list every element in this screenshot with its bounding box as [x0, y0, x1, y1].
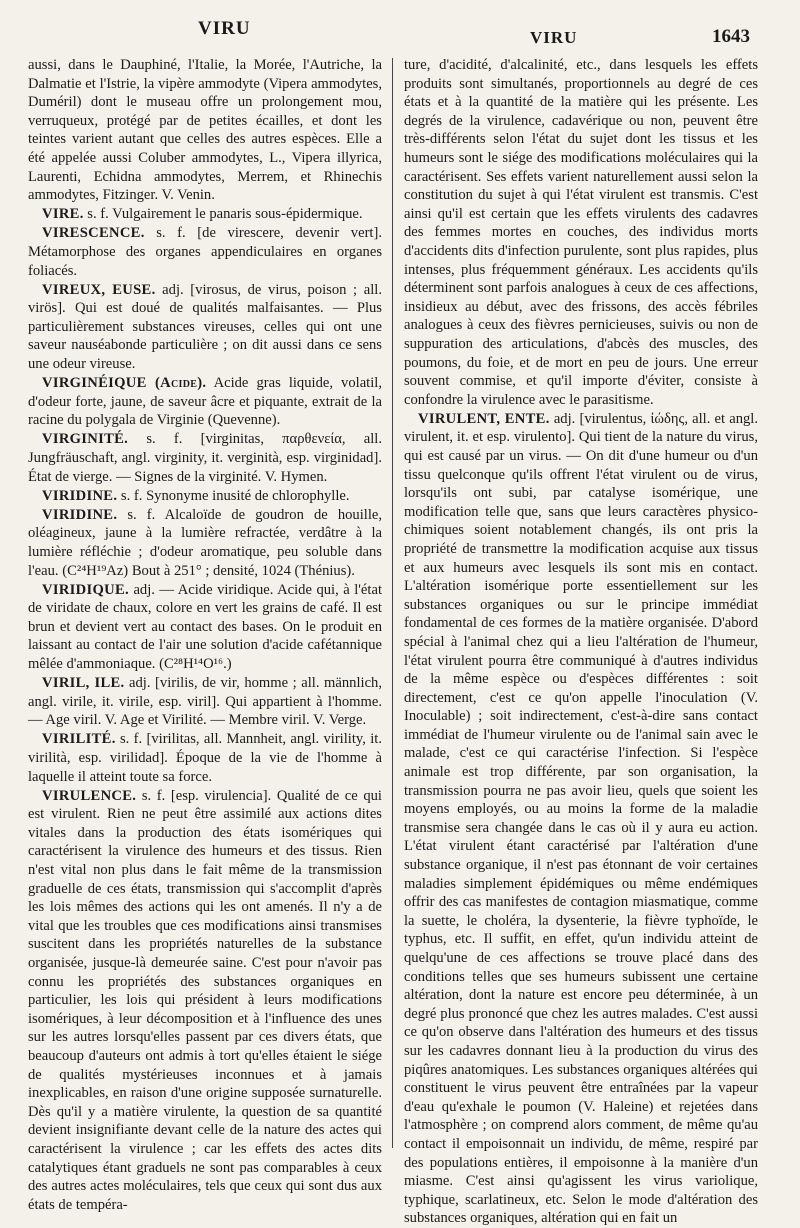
page-number: 1643	[712, 26, 750, 47]
entry-text: s. f. Synonyme inusité de chlorophylle.	[117, 487, 350, 504]
entry-vireux	[28, 281, 382, 374]
headword: VIRILITÉ.	[42, 731, 116, 748]
headword: VIRULENT, ENTE.	[418, 410, 550, 427]
entry-virilite	[28, 730, 382, 786]
entry-text: s. f. [virilitas, all. Mannheit, angl. virility, it. virilità, esp. virilidad]. Époque de la vie de l'homme à laquelle il atteint toute sa force.	[28, 731, 382, 785]
entry-text: s. f. [esp. virulencia]. Qualité de ce qui est virulent. Rien ne peut être assimilé aux actions dites vitales dans la production des états isomériques qui caractérisent la virulence des humeurs et des tissus. Rien n'est vital non plus dans le fait même de la transmission graduelle de ces états, transmission qui s'accomplit d'après les lois mêmes des actions qui les ont amenés. Il n'y a de vital que les troubles que ces modifications ainsi transmises suscitent dans les propriétés naturelles de la substance organisée, jusque-là demeurée saine. C'est pour n'avoir pas connu les propriétés des substances organiques en particulier, les lois qui président à leurs modifications isomériques, à leur décomposition et à l'influence des unes sur les autres lorsqu'elles passent par ces divers états, que beaucoup d'auteurs ont admis à tort qu'elles étaient le siége de qualités mystérieuses inconnues et à jamais inexplicables, en raison d'une origine supposée surnaturelle. Dès qu'il y a matière virulente, la question de sa quantité devient insignifiante devant celle de la nature des actes qui caractérisent la virulence ; car les effets des actes dits catalytiques étant graduels ne sont pas comparables à ceux des autres actes moléculaires, tels que ceux qui sont dus aux états de tempéra-	[28, 787, 382, 1213]
running-header	[0, 14, 800, 46]
entry-cont	[28, 56, 382, 205]
headword: VIREUX, EUSE.	[42, 281, 156, 298]
headword: VIRULENCE.	[42, 787, 137, 804]
entry-viridique	[28, 581, 382, 674]
column-divider	[392, 58, 393, 1148]
entry-text: adj. [virilis, de vir, homme ; all. männlich, angl. virile, it. virile, esp. viril]. Qui appartient à l'homme. — Age viril. V. Age et Virilité. — Membre viril. V. Verge.	[28, 675, 382, 729]
entry-text: s. f. [virginitas, παρθενεία, all. Jungfräuschaft, angl. virginity, it. verginità, esp. virginidad]. État de vierge. — Signes de la virginité. V. Hymen.	[28, 431, 382, 485]
headword: VIRGINÉIQUE (Acide).	[42, 375, 207, 392]
entry-text: adj. [virosus, de virus, poison ; all. virös]. Qui est doué de qualités malfaisantes. — Plus particulièrement substances vireuses, celles qui ont une saveur nauséabonde particulière ; on dit aussi dans ce sens une odeur vireuse.	[28, 281, 382, 372]
headword: VIRESCENCE.	[42, 225, 145, 242]
headword: VIRIDIQUE.	[42, 581, 129, 598]
entry-text: adj. — Acide viridique. Acide qui, à l'état de viridate de chaux, colore en vert les grains de café. Il est brun et devient vert au contact des bases. On le produit en laissant au contact de l'air une solution d'acide cafétannique mêlée d'ammoniaque. (C²⁸H¹⁴O¹⁶.)	[28, 581, 382, 672]
entry-viridine2	[28, 506, 382, 580]
entry-text: s. f. Alcaloïde de goudron de houille, oléagineux, jaune à la lumière refractée, verdâtre à la lumière réfléchie ; d'odeur aromatique, peu soluble dans l'eau. (C²⁴H¹⁹Az) Bout à 251° ; densité, 1024 (Thénius).	[28, 506, 382, 579]
entry-text: ture, d'acidité, d'alcalinité, etc., dans lesquels les effets produits sont simultanés, proportionnels au degré de ces états et à la quantité de la matière qui les présente. Les degrés de la virulence, cadavérique ou non, peuvent être très-différents selon l'état du sujet dont les tissus et les humeurs sont le siége des modifications moléculaires qui la caractérisent. Ses effets varient naturellement aussi selon la constitution du sujet à qui l'état virulent est transmis. C'est ainsi qu'il est certain que les effets virulents des cadavres des femmes mortes en couches, des individus morts d'accidents dits d'infection purulente, sont plus rapides, plus intenses, plus fréquemment généraux. Les accidents qu'ils déterminent sont parfois analogues à ceux de ces affections, insidieux au début, avec des frissons, des accès fébriles analogues à ceux des fièvres pernicieuses, suivis ou non de suppuration des articulations, d'abcès des muscles, des poumons, du foie, et de mort en peu de jours. Une erreur souvent commise, et qu'il importe d'éviter, consiste à confondre la virulence avec le parasitisme.	[404, 57, 758, 408]
entry-viridine1	[28, 487, 382, 506]
entry-rcont	[404, 56, 758, 409]
headword: VIRIDINE.	[42, 487, 118, 504]
entry-virescence	[28, 224, 382, 280]
entry-virginite	[28, 430, 382, 486]
entry-text: Acide gras liquide, volatil, d'odeur forte, jaune, de saveur âcre et piquante, extrait de la racine du polygala de Virginie (Quevenne).	[28, 375, 382, 429]
entry-virulent	[404, 410, 758, 1228]
headword: VIRGINITÉ.	[42, 431, 129, 448]
entry-viril	[28, 674, 382, 730]
entry-text: s. f. Vulgairement le panaris sous-épidermique.	[83, 206, 363, 223]
entry-vire	[28, 205, 382, 224]
headword: VIRIL, ILE.	[42, 675, 125, 692]
left-column	[28, 56, 382, 1215]
entry-text: adj. [virulentus, ἰώδης, all. et angl. virulent, it. et esp. virulento]. Qui tient de la nature du virus, qui est causé par un virus. — On dit d'une humeur ou d'un tissu quelconque qu'ils offrent l'état virulent ou de virus, lorsqu'ils ont subi, par catalyse isomérique, une modification telle que, sans que leurs caractères physico-chimiques soient notablement changés, ils ont pris la propriété de transmettre la modification acquise aux tissus et aux humeurs avec lesquels ils sont mis en contact. L'altération isomérique porte essentiellement sur les substances organiques ou sur le principe immédiat fondamental de ces formes de la matière organisée. D'abord spécial à l'animal chez qui a lieu l'altération de l'humeur, l'état virulent pourra être communiqué à d'autres individus de la même espèce ou d'espèces différentes : soit directement, c'est ce qu'on appelle l'inoculation (V. Inoculable) ; soit indirectement, c'est-à-dire sans contact immédiat de l'humeur virulente ou de l'animal sain avec le malade, c'est ce qui caractérise l'infection. Si l'espèce animale est trop différente, par son organisation, la transmission pourra ne pas avoir lieu, quels que soient les moyens employés, ou au moins la forme de la maladie transmise sera changée dans le cas où il y aura eu action. L'état virulent étant caractérisé par l'altération d'une substance organique, il n'est pas étonnant de voir certaines maladies simplement épidémiques ou même endémiques offrir des cas manifestes de contagion miasmatique, comme la suette, le choléra, la dysenterie, la fièvre typhoïde, le typhus, etc. Il suffit, en effet, qu'un individu atteint de quelqu'une de ces affections se trouve placé dans des conditions telles que ses humeurs subissent une certaine altération, dont la nature est encore peu déterminée, à un degré plus prononcé que chez les autres malades. C'est aussi ce qu'on observe dans l'altération des humeurs et des tissus sur les cadavres donnant lieu à la production du virus des piqûres anatomiques. Les substances organiques altérées qui constituent le virus peuvent être entraînées par la vapeur d'eau qu'exhale le poumon (V. Haleine) et rejetées dans l'atmosphère ; on comprend alors comment, de même qu'au contact il empoisonnait un individu, de même, respiré par des populations entières, il empoisonne à la manière d'un miasme. C'est ainsi qu'agissent les virus variolique, typhique, scarlatineux, etc. Selon le mode d'altération des substances organiques, altération qui en fait un	[404, 410, 758, 1227]
headword: VIRE.	[42, 206, 84, 223]
header-left-word: VIRU	[198, 18, 251, 39]
headword: VIRIDINE.	[42, 506, 118, 523]
header-right-word: VIRU	[530, 28, 578, 47]
right-column	[404, 56, 758, 1228]
entry-virulence	[28, 787, 382, 1215]
entry-virginique	[28, 374, 382, 430]
entry-text: aussi, dans le Dauphiné, l'Italie, la Morée, l'Autriche, la Dalmatie et l'Istrie, la vipère ammodyte (Vipera ammodytes, Duméril) dont le museau offre un prolongement mou, verruqueux, protégé par de petites écailles, et dont les teintes varient autant que celles des autres espèces. Elle a été appelée aussi Coluber ammodytes, L., Vipera illyrica, Laurenti, Echidna ammodytes, Merrem, et Rhinechis ammodytes, Fitzinger. V. Venin.	[28, 57, 382, 204]
entry-text: s. f. [de virescere, devenir vert]. Métamorphose des organes appendiculaires en organes foliacés.	[28, 225, 382, 279]
